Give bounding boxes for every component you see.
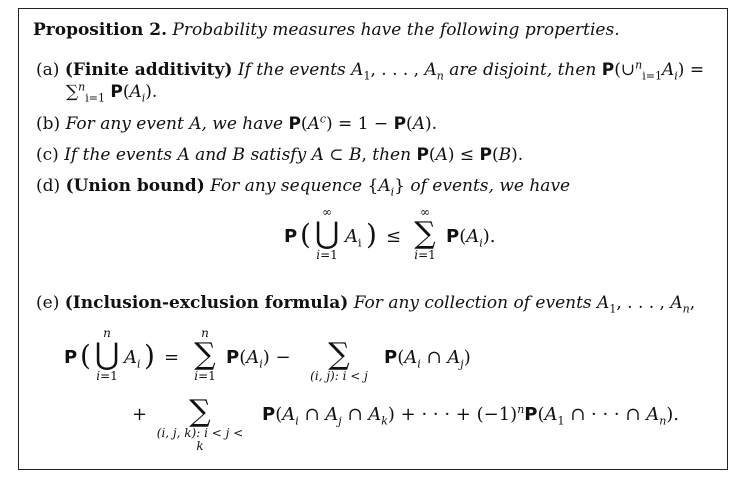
item-c-subset: A ⊂ B, xyxy=(311,145,367,165)
proposition-statement: Probability measures have the following properties. xyxy=(172,20,620,40)
item-e-line xyxy=(36,293,696,316)
item-c-label: (c) xyxy=(36,145,59,165)
item-c-text1: If the events A and B satisfy xyxy=(64,145,307,165)
item-a-text1: If the events xyxy=(237,60,346,80)
item-d-line xyxy=(36,176,571,199)
item-b-text: For any event A, we have xyxy=(65,114,284,134)
sum-operator-e3: ∑ (i, j, k): i < j < k xyxy=(156,394,244,453)
item-a-label: (a) xyxy=(36,60,60,80)
proposition-title: Proposition 2. xyxy=(33,20,168,40)
item-a-formula-lhs: $P(\cup^n_{i=1}A_i)$ = xyxy=(601,58,705,83)
union-operator: ∞ ⋃ i=1 xyxy=(314,205,340,262)
item-c-text2: then xyxy=(372,145,412,165)
union-operator-e: n ⋃ i=1 xyxy=(94,326,120,383)
item-b-formula: $P(A^c) = 1 - P(A)$. xyxy=(288,112,438,134)
item-c-formula: P(A) ≤ P(B). xyxy=(416,145,524,165)
item-c-line xyxy=(36,145,523,165)
item-e-label: (e) xyxy=(36,293,60,313)
sum-operator: ∞ ∑ i=1 xyxy=(414,205,436,262)
item-a-events: $A_1$, . . . , $A_n$ xyxy=(351,60,444,83)
item-d-text2: of events, we have xyxy=(410,176,571,196)
item-a-name: (Finite additivity) xyxy=(64,60,233,80)
item-a-line1 xyxy=(36,58,705,83)
item-d-label: (d) xyxy=(36,176,61,196)
item-b-label: (b) xyxy=(36,114,61,134)
proposition-heading xyxy=(33,20,620,40)
item-a-formula-rhs: ∑$^n_{i=1}$ $P(A_i)$. xyxy=(66,80,158,105)
item-e-name: (Inclusion-exclusion formula) xyxy=(64,293,349,313)
item-d-sequence: $\{A_i\}$ xyxy=(367,176,405,199)
sum-operator-e1: n ∑ i=1 xyxy=(194,326,216,383)
item-a-text2: are disjoint, then xyxy=(449,60,597,80)
sum-operator-e2: ∑ (i, j): i < j xyxy=(310,337,368,383)
item-e-events: $A_1$, . . . , $A_n$, xyxy=(597,293,696,316)
item-e-text1: For any collection of events xyxy=(353,293,592,313)
item-d-text1: For any sequence xyxy=(210,176,363,196)
item-b-line xyxy=(36,114,437,134)
item-a-line2 xyxy=(66,80,158,105)
item-d-name: (Union bound) xyxy=(65,176,205,196)
